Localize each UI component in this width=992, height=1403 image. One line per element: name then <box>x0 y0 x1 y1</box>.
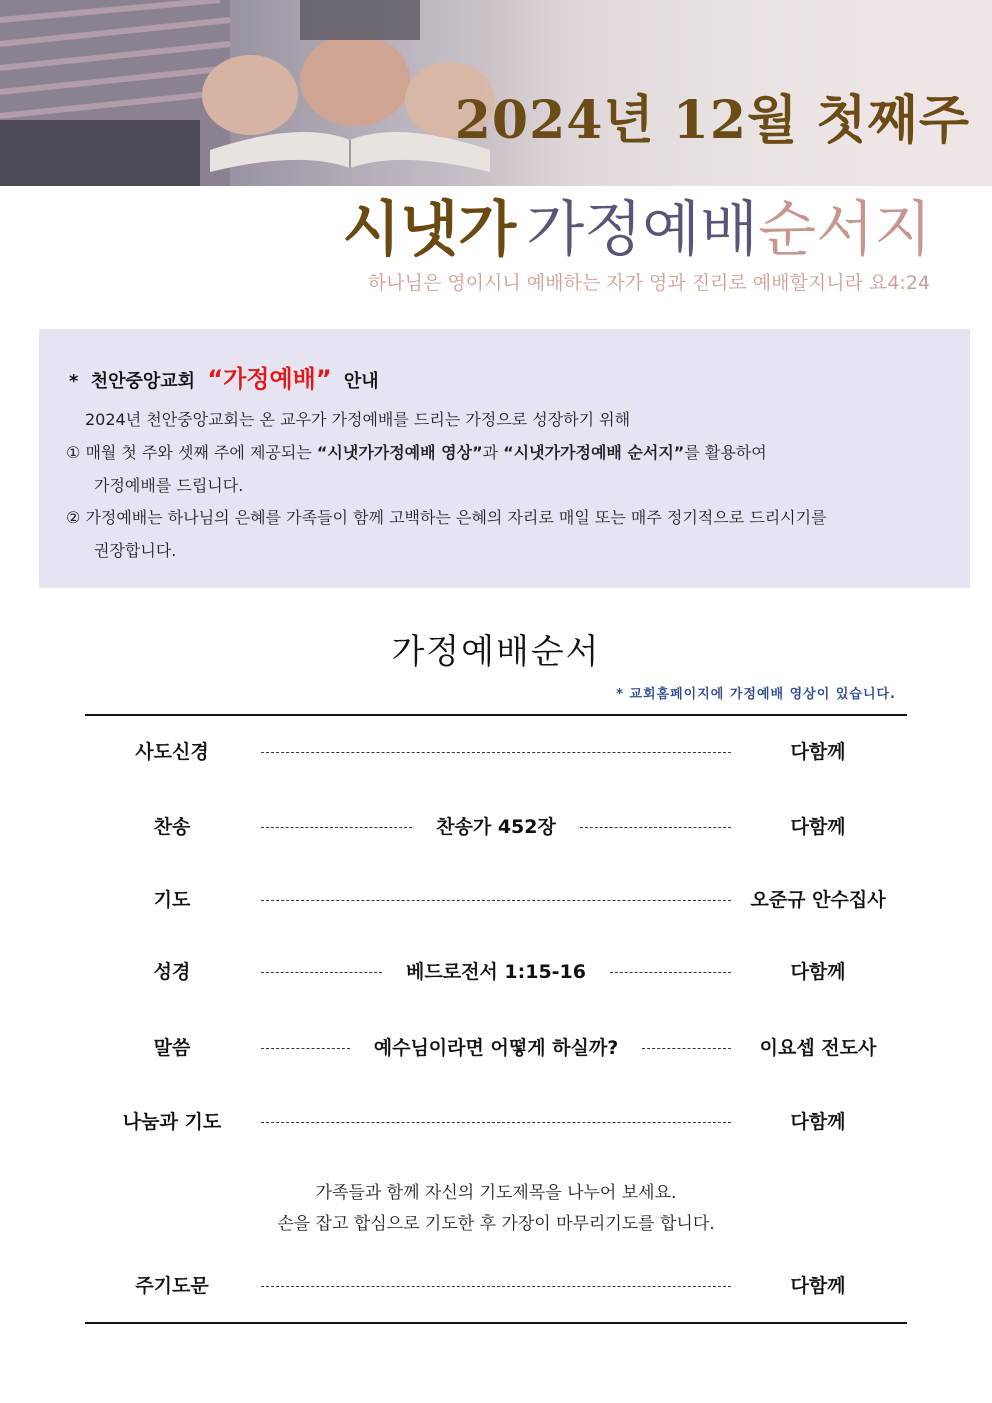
row-dash-line <box>261 952 731 992</box>
row-leader: 오준규 안수집사 <box>750 889 886 911</box>
order-row-scripture <box>85 952 907 992</box>
notice-heading <box>69 359 379 394</box>
row-dash-line <box>261 1028 731 1068</box>
page-title <box>342 192 932 268</box>
item-2-number: ② <box>66 508 81 527</box>
row-leader: 이요셉 전도사 <box>759 1037 877 1059</box>
row-label: 성경 <box>153 961 191 983</box>
top-rule <box>85 714 907 716</box>
row-dash-line <box>261 807 731 847</box>
notice-item-2-cont: 권장합니다. <box>94 541 177 560</box>
order-row-prayer <box>85 880 907 920</box>
header-banner <box>0 0 992 186</box>
notice-intro: 2024년 천안중앙교회는 온 교우가 가정예배를 드리는 가정으로 성장하기 위해 <box>85 410 631 429</box>
notice-item-1 <box>66 440 767 463</box>
row-dash-line <box>261 732 731 772</box>
row-label: 사도신경 <box>135 741 209 763</box>
scripture-verse: 하나님은 영이시니 예배하는 자가 영과 진리로 예배할지니라 요4:24 <box>367 272 930 294</box>
row-content: 예수님이라면 어떻게 하실까? <box>373 1037 619 1059</box>
item-1-mid: 과 <box>482 443 504 462</box>
row-leader: 다함께 <box>790 1275 846 1297</box>
order-title: 가정예배순서 <box>391 632 601 672</box>
item-1-sheet: “시냇가가정예배 순서지” <box>503 443 685 462</box>
item-1-number: ① <box>66 443 81 462</box>
sharing-line-1: 가족들과 함께 자신의 기도제목을 나누어 보세요. <box>315 1183 677 1203</box>
homepage-note: * 교회홈페이지에 가정예배 영상이 있습니다. <box>616 687 896 702</box>
notice-box <box>39 329 970 588</box>
row-content: 베드로전서 1:15-16 <box>406 961 586 983</box>
title-part-3: 순서지 <box>758 195 932 265</box>
row-leader: 다함께 <box>790 961 846 983</box>
sharing-line-2: 손을 잡고 합심으로 기도한 후 가장이 마무리기도를 합니다. <box>277 1214 715 1234</box>
item-1-video: “시냇가가정예배 영상” <box>316 443 483 462</box>
row-label: 주기도문 <box>135 1275 209 1297</box>
item-2-text: 가정예배는 하나님의 은혜를 가족들이 함께 고백하는 은혜의 자리로 매일 또는 매주 정기적으로 드리시기를 <box>85 508 827 527</box>
row-label: 나눔과 기도 <box>122 1111 222 1133</box>
banner-year: 2024년 <box>454 90 655 151</box>
item-1-pre: 매월 첫 주와 셋째 주에 제공되는 <box>85 443 317 462</box>
row-leader: 다함께 <box>790 741 846 763</box>
banner-month: 12월 <box>672 90 799 151</box>
order-row-sharing <box>85 1102 907 1142</box>
row-label: 말씀 <box>153 1037 191 1059</box>
row-label: 찬송 <box>153 816 191 838</box>
bullet-icon: * <box>69 371 79 392</box>
order-row-sermon <box>85 1028 907 1068</box>
row-dash-line <box>261 880 731 920</box>
bottom-rule <box>85 1322 907 1324</box>
notice-item-1-cont: 가정예배를 드립니다. <box>94 476 244 495</box>
notice-suffix: 안내 <box>343 371 379 392</box>
row-content: 찬송가 452장 <box>436 816 556 838</box>
row-leader: 다함께 <box>790 816 846 838</box>
banner-date <box>455 78 970 153</box>
item-1-post: 를 활용하여 <box>684 443 767 462</box>
row-dash-line <box>261 1102 731 1142</box>
title-part-1: 시냇가 <box>342 195 517 265</box>
row-leader: 다함께 <box>790 1111 846 1133</box>
banner-week: 첫째주 <box>816 90 970 151</box>
notice-highlight: “가정예배” <box>207 365 332 393</box>
notice-church: 천안중앙교회 <box>90 371 196 392</box>
row-label: 기도 <box>153 889 191 911</box>
sharing-instructions <box>0 1178 992 1240</box>
order-row-lords-prayer <box>85 1266 907 1306</box>
notice-item-2 <box>66 505 827 528</box>
title-part-2: 가정예배 <box>526 195 759 265</box>
order-row-hymn <box>85 807 907 847</box>
row-dash-line <box>261 1266 731 1306</box>
order-row-creed <box>85 732 907 772</box>
